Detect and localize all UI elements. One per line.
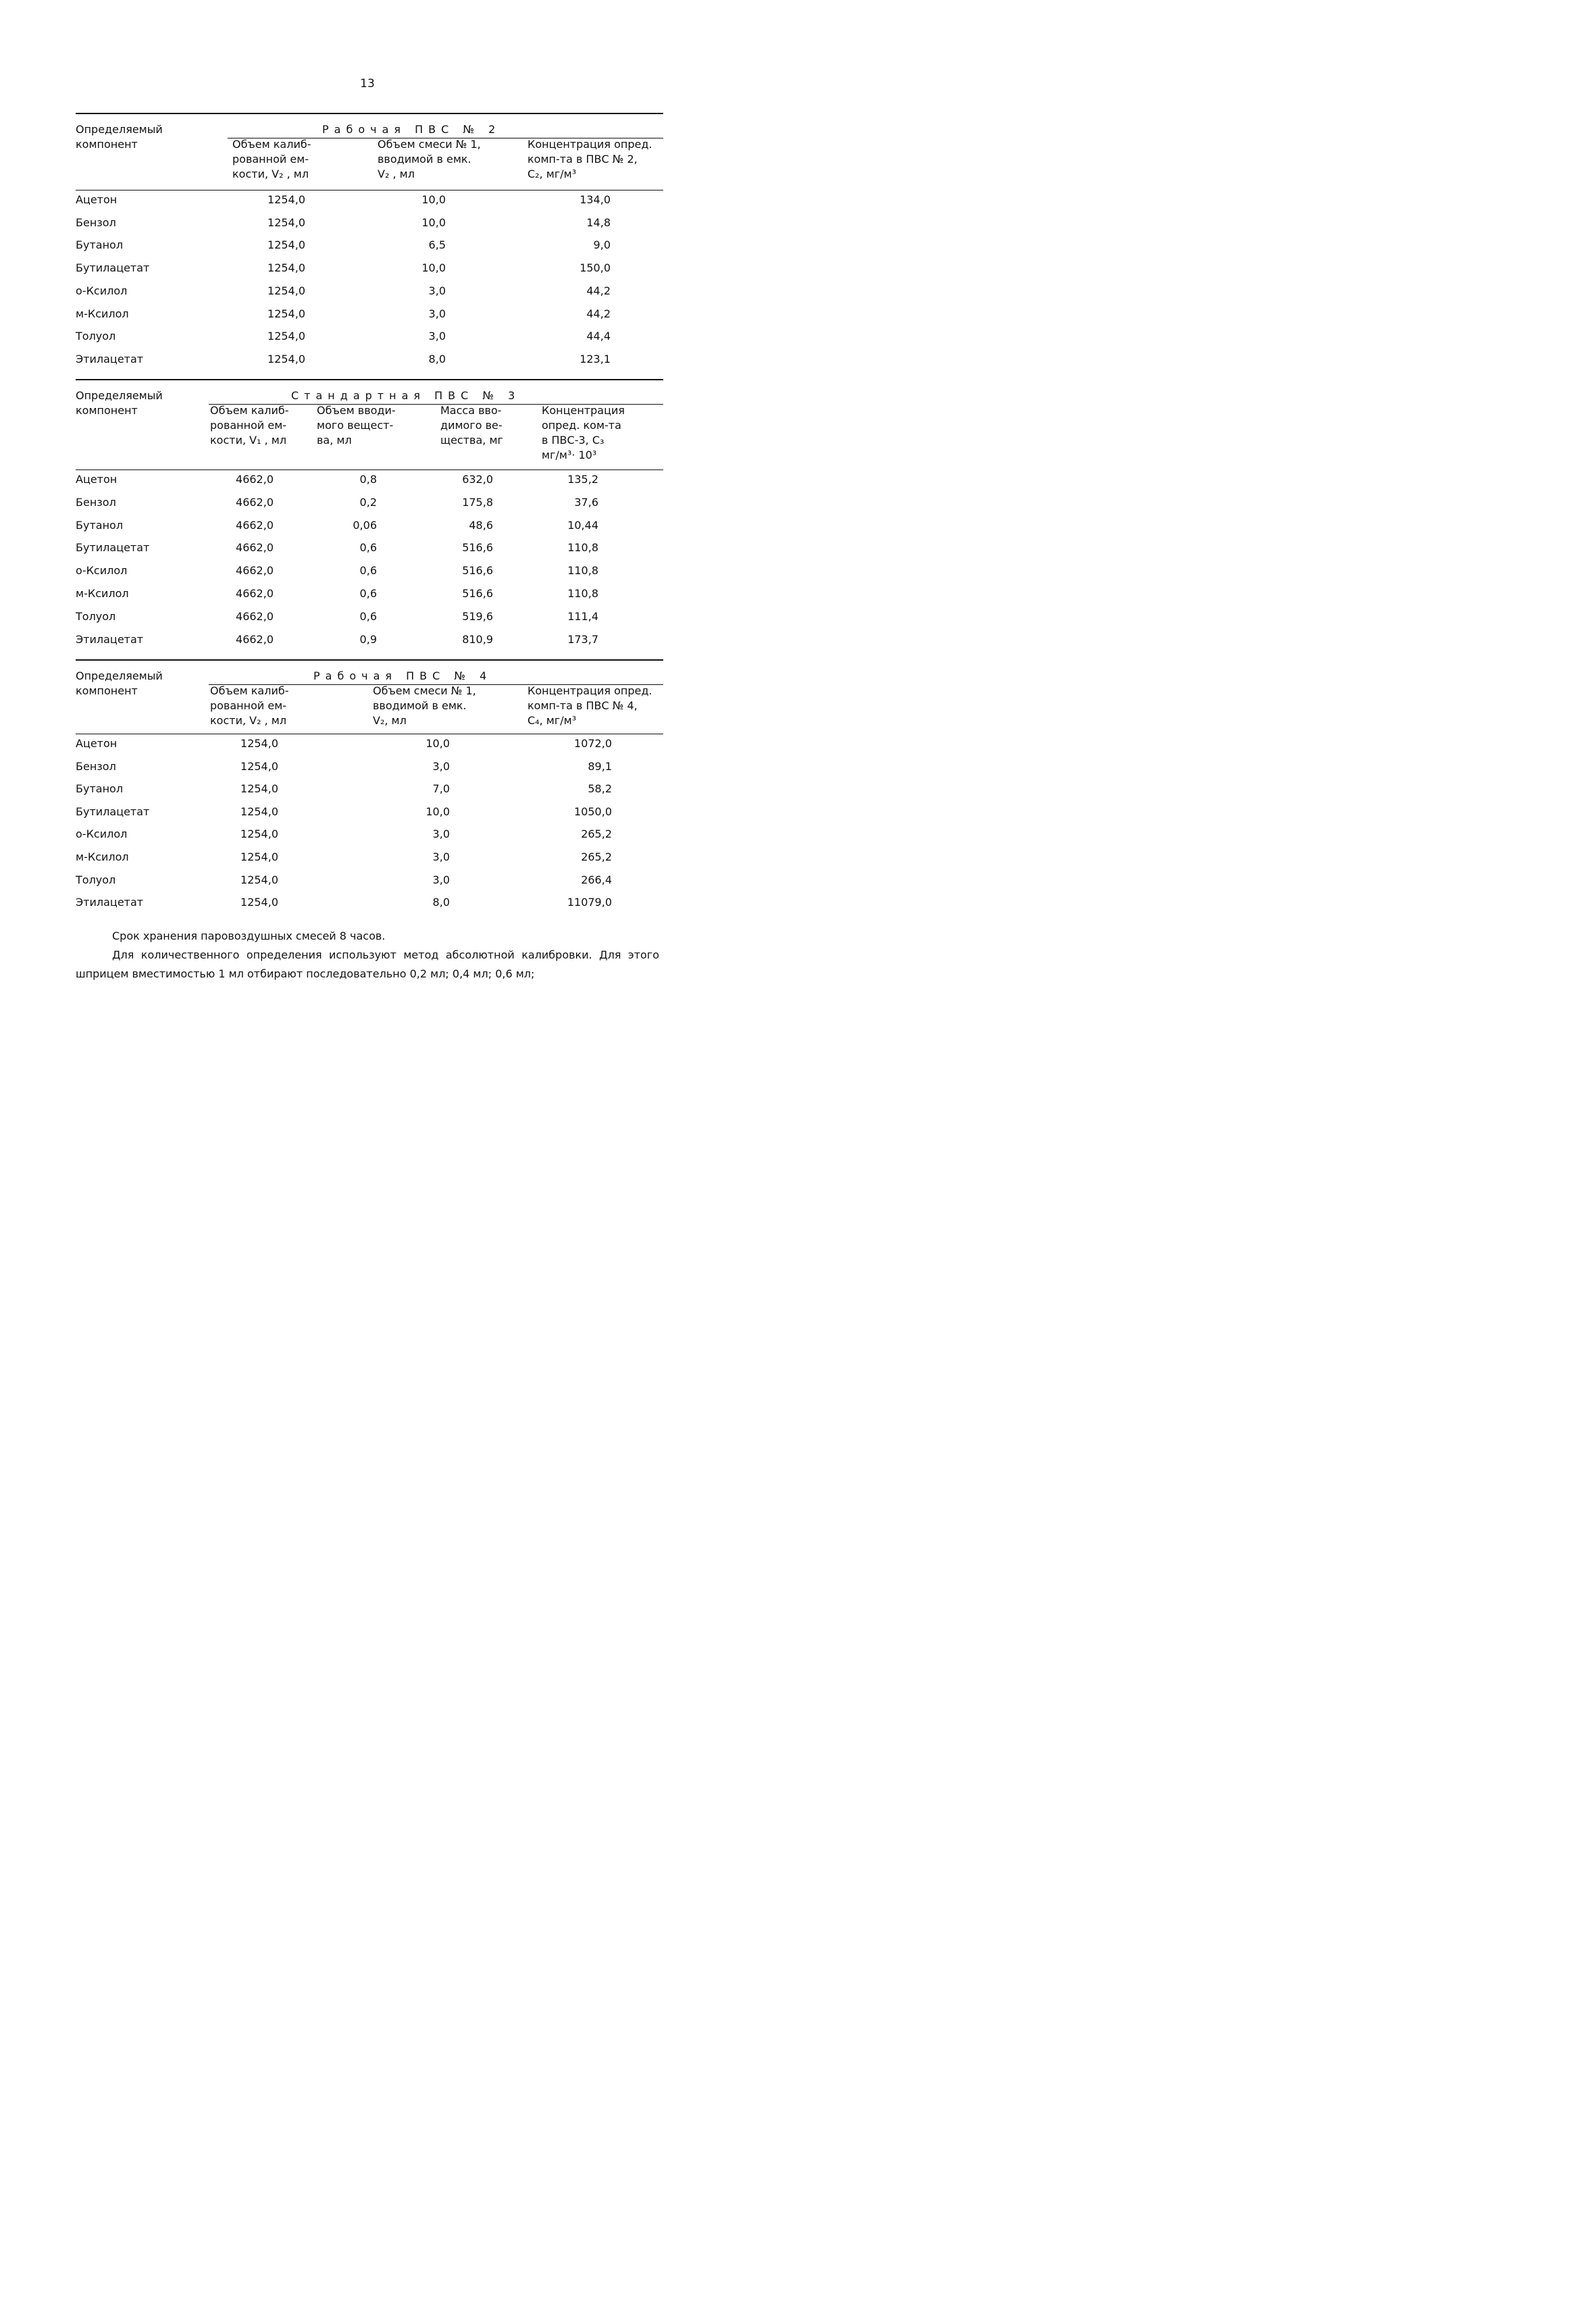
- column-header-volume: Объем калиб- рованной ем- кости, V₂ , мл: [232, 138, 311, 180]
- table-row: [76, 827, 663, 842]
- component-name: Этилацетат: [76, 632, 144, 646]
- table-cell: 4662,0: [236, 495, 274, 509]
- table-row: [76, 238, 663, 253]
- group-title: Стандартная ПВС № 3: [291, 389, 521, 402]
- table-row: [76, 540, 663, 555]
- table-row: [76, 632, 663, 647]
- component-name: Бутанол: [76, 238, 124, 252]
- table-cell: 1254,0: [267, 261, 305, 275]
- page-number: 13: [360, 77, 375, 91]
- table-cell: 8,0: [428, 352, 446, 365]
- table-cell: 0,2: [359, 495, 377, 509]
- component-name: Бензол: [76, 759, 116, 773]
- table-cell: 0,6: [359, 541, 377, 555]
- column-header-substance-mass: Масса вво- димого ве- щества, мг: [440, 404, 503, 447]
- table-cell: 1254,0: [267, 284, 305, 297]
- table-cell: 4662,0: [236, 518, 274, 532]
- component-name: Ацетон: [76, 737, 118, 750]
- component-name: Этилацетат: [76, 896, 144, 909]
- column-header-mix-volume: Объем смеси № 1, вводимой в емк. V₂, мл: [373, 684, 476, 727]
- table-cell: 1254,0: [267, 307, 305, 320]
- component-name: Этилацетат: [76, 352, 144, 365]
- table-row: [76, 873, 663, 888]
- component-name: о-Ксилол: [76, 828, 128, 841]
- table-cell: 1254,0: [240, 828, 278, 841]
- table-row: [76, 261, 663, 276]
- table-cell: 111,4: [567, 609, 598, 623]
- column-header-mix-volume: Объем смеси № 1, вводимой в емк. V₂ , мл: [378, 138, 481, 180]
- table-cell: 4662,0: [236, 541, 274, 555]
- table-cell: 4662,0: [236, 564, 274, 578]
- note-paragraph: Для количественного определения используют метод абсолютной калибровки. Для этого шприцем вместимостью 1 мл отбирают последовательно 0,2 мл; 0,4 мл; 0,6 мл;: [76, 948, 659, 980]
- table-row: [76, 352, 663, 367]
- table-cell: 1254,0: [267, 215, 305, 229]
- table-row: [76, 805, 663, 819]
- table-cell: 4662,0: [236, 587, 274, 600]
- component-name: Ацетон: [76, 473, 118, 486]
- column-header-concentration: Концентрация опред. ком-та в ПВС-3, C₃ мг/м³· 10³: [542, 404, 625, 461]
- table-cell: 44,2: [586, 307, 611, 320]
- component-name: Толуол: [76, 873, 116, 886]
- table-cell: 632,0: [462, 473, 493, 486]
- table-cell: 3,0: [428, 307, 446, 320]
- table-cell: 3,0: [428, 330, 446, 343]
- table-cell: 89,1: [588, 759, 612, 773]
- table-row: [76, 782, 663, 796]
- component-name: Толуол: [76, 330, 116, 343]
- table-cell: 1050,0: [574, 805, 612, 818]
- table-cell: 37,6: [574, 495, 598, 509]
- table-cell: 0,8: [359, 473, 377, 486]
- table-cell: 10,0: [426, 737, 450, 750]
- table-cell: 10,0: [421, 215, 446, 229]
- table-cell: 1254,0: [240, 873, 278, 886]
- table-cell: 266,4: [581, 873, 612, 886]
- table-cell: 0,6: [359, 587, 377, 600]
- table-cell: 4662,0: [236, 632, 274, 646]
- component-name: Бутилацетат: [76, 805, 150, 818]
- table-cell: 519,6: [462, 609, 493, 623]
- table-cell: 44,2: [586, 284, 611, 297]
- table-cell: 1254,0: [240, 759, 278, 773]
- table-cell: 9,0: [593, 238, 611, 252]
- component-name: Бутанол: [76, 518, 124, 532]
- component-name: Бутилацетат: [76, 541, 150, 555]
- table-cell: 3,0: [432, 850, 450, 863]
- table-cell: 3,0: [428, 284, 446, 297]
- table-cell: 1254,0: [240, 896, 278, 909]
- component-name: Бутилацетат: [76, 261, 150, 275]
- table-row: [76, 850, 663, 865]
- group-title: Рабочая ПВС № 4: [313, 669, 492, 682]
- table-cell: 0,06: [353, 518, 377, 532]
- table-working-pvs-4: [76, 659, 663, 913]
- component-header: Определяемый компонент: [76, 123, 163, 151]
- table-cell: 810,9: [462, 632, 493, 646]
- table-cell: 175,8: [462, 495, 493, 509]
- table-cell: 10,0: [421, 193, 446, 206]
- table-cell: 1254,0: [240, 737, 278, 750]
- column-header-concentration: Концентрация опред. комп-та в ПВС № 4, C₄, мг/м³: [527, 684, 652, 727]
- column-header-concentration: Концентрация опред. комп-та в ПВС № 2, C₂, мг/м³: [527, 138, 652, 180]
- component-name: о-Ксилол: [76, 564, 128, 578]
- table-cell: 0,6: [359, 609, 377, 623]
- table-cell: 110,8: [567, 541, 598, 555]
- table-cell: 1254,0: [240, 850, 278, 863]
- table-cell: 10,0: [426, 805, 450, 818]
- table-row: [76, 215, 663, 230]
- column-header-volume: Объем калиб- рованной ем- кости, V₂ , мл: [210, 684, 289, 727]
- storage-note: [76, 927, 659, 984]
- note-paragraph: Срок хранения паровоздушных смесей 8 часов.: [112, 930, 386, 942]
- table-cell: 516,6: [462, 541, 493, 555]
- table-cell: 4662,0: [236, 609, 274, 623]
- table-cell: 1254,0: [267, 330, 305, 343]
- table-cell: 110,8: [567, 587, 598, 600]
- table-row: [76, 495, 663, 510]
- table-row: [76, 895, 663, 910]
- table-row: [76, 307, 663, 322]
- table-cell: 14,8: [586, 215, 611, 229]
- table-cell: 134,0: [580, 193, 611, 206]
- table-standard-pvs-3: [76, 379, 663, 649]
- table-row: [76, 329, 663, 344]
- table-cell: 6,5: [428, 238, 446, 252]
- table-row: [76, 563, 663, 578]
- table-row: [76, 472, 663, 487]
- group-title: Рабочая ПВС № 2: [322, 123, 501, 136]
- table-cell: 48,6: [469, 518, 493, 532]
- table-cell: 10,0: [421, 261, 446, 275]
- table-row: [76, 759, 663, 774]
- table-cell: 265,2: [581, 850, 612, 863]
- table-cell: 1254,0: [267, 238, 305, 252]
- table-cell: 1254,0: [267, 352, 305, 365]
- table-cell: 44,4: [586, 330, 611, 343]
- table-cell: 8,0: [432, 896, 450, 909]
- column-header-substance-volume: Объем вводи- мого вещест- ва, мл: [317, 404, 396, 447]
- table-row: [76, 518, 663, 533]
- table-cell: 150,0: [580, 261, 611, 275]
- table-row: [76, 736, 663, 751]
- table-cell: 173,7: [567, 632, 598, 646]
- table-cell: 3,0: [432, 759, 450, 773]
- table-cell: 123,1: [580, 352, 611, 365]
- column-header-volume: Объем калиб- рованной ем- кости, V₁ , мл: [210, 404, 289, 447]
- table-cell: 0,6: [359, 564, 377, 578]
- component-name: Ацетон: [76, 193, 118, 206]
- table-row: [76, 284, 663, 299]
- table-cell: 135,2: [567, 473, 598, 486]
- component-name: Бензол: [76, 495, 116, 509]
- table-cell: 11079,0: [567, 896, 612, 909]
- component-name: м-Ксилол: [76, 850, 129, 863]
- table-cell: 3,0: [432, 828, 450, 841]
- table-cell: 110,8: [567, 564, 598, 578]
- component-name: о-Ксилол: [76, 284, 128, 297]
- table-cell: 1254,0: [240, 782, 278, 796]
- table-cell: 1072,0: [574, 737, 612, 750]
- table-row: [76, 193, 663, 207]
- table-row: [76, 609, 663, 624]
- table-cell: 3,0: [432, 873, 450, 886]
- component-header: Определяемый компонент: [76, 669, 163, 697]
- table-cell: 1254,0: [267, 193, 305, 206]
- component-name: Толуол: [76, 609, 116, 623]
- table-row: [76, 586, 663, 601]
- table-working-pvs-2: [76, 113, 663, 373]
- table-cell: 516,6: [462, 587, 493, 600]
- component-name: Бутанол: [76, 782, 124, 796]
- component-header: Определяемый компонент: [76, 389, 163, 417]
- table-cell: 7,0: [432, 782, 450, 796]
- table-cell: 265,2: [581, 828, 612, 841]
- table-cell: 58,2: [588, 782, 612, 796]
- table-cell: 4662,0: [236, 473, 274, 486]
- table-cell: 516,6: [462, 564, 493, 578]
- table-cell: 0,9: [359, 632, 377, 646]
- component-name: Бензол: [76, 215, 116, 229]
- component-name: м-Ксилол: [76, 587, 129, 600]
- table-cell: 10,44: [567, 518, 598, 532]
- table-cell: 1254,0: [240, 805, 278, 818]
- component-name: м-Ксилол: [76, 307, 129, 320]
